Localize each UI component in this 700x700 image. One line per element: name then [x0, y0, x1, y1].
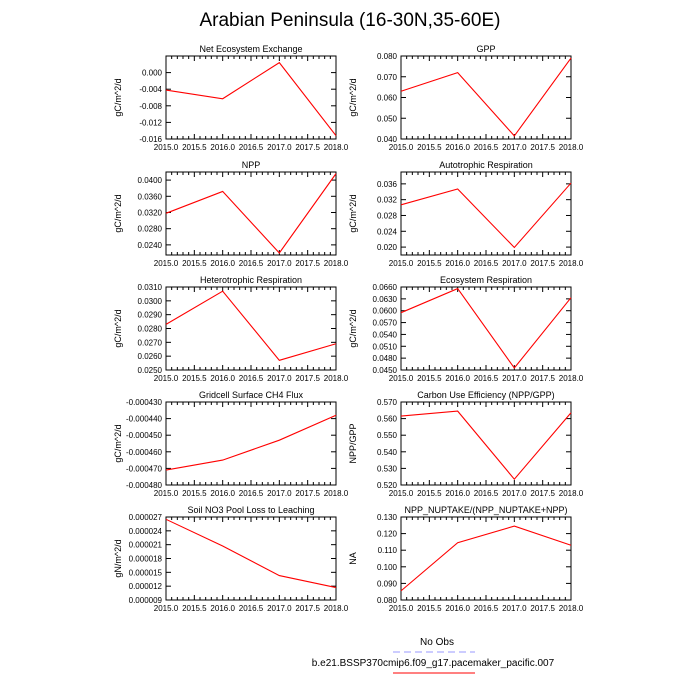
y-axis-label: gC/m^2/d — [113, 78, 123, 117]
y-tick-label: -0.004 — [139, 85, 162, 95]
y-tick-label: 0.570 — [376, 398, 397, 407]
x-tick-label: 2015.5 — [182, 143, 207, 152]
plot-frame — [401, 172, 571, 255]
panel-title: GPP — [476, 44, 496, 54]
x-tick-label: 2016.5 — [473, 604, 499, 613]
y-axis-label: gC/m^2/d — [348, 309, 358, 348]
y-tick-label: 0.540 — [376, 447, 397, 457]
y-tick-label: 0.130 — [376, 513, 397, 522]
y-tick-label: 0.0280 — [137, 324, 162, 334]
series-line — [166, 63, 336, 136]
y-tick-label: 0.000024 — [128, 526, 162, 536]
y-axis-label: NPP/GPP — [348, 423, 358, 464]
y-tick-label: 0.000027 — [128, 513, 162, 522]
panel-title: NPP_NUPTAKE/(NPP_NUPTAKE+NPP) — [404, 505, 568, 515]
y-tick-label: 0.0480 — [372, 354, 397, 364]
y-axis-label: gC/m^2/d — [113, 194, 123, 233]
x-tick-label: 2016.5 — [473, 259, 499, 268]
y-tick-label: 0.080 — [376, 52, 397, 61]
chart-panel — [113, 160, 349, 268]
chart-panel — [348, 160, 584, 268]
x-tick-label: 2015.0 — [153, 604, 179, 613]
y-tick-label: 0.040 — [376, 135, 397, 144]
x-tick-label: 2015.0 — [388, 374, 414, 383]
y-tick-label: 0.028 — [376, 211, 397, 221]
x-tick-label: 2016.0 — [445, 143, 470, 152]
x-tick-label: 2018.0 — [323, 604, 349, 613]
x-tick-label: 2015.0 — [153, 143, 179, 152]
x-tick-label: 2018.0 — [558, 259, 584, 268]
y-tick-label: 0.032 — [376, 195, 397, 205]
y-tick-label: 0.000021 — [128, 540, 162, 550]
series-line — [401, 289, 571, 368]
x-tick-label: 2016.0 — [445, 259, 470, 268]
x-tick-label: 2017.0 — [502, 604, 527, 613]
x-tick-label: 2016.0 — [445, 604, 470, 613]
chart-panel — [113, 275, 349, 383]
y-tick-label: -0.008 — [139, 101, 162, 111]
x-tick-label: 2017.0 — [502, 489, 527, 498]
chart-panel — [113, 390, 349, 498]
x-tick-label: 2016.0 — [210, 143, 235, 152]
y-tick-label: 0.110 — [377, 546, 397, 556]
x-tick-label: 2015.5 — [182, 374, 207, 383]
y-tick-label: 0.520 — [376, 481, 397, 490]
panel-title: Autotrophic Respiration — [439, 160, 533, 170]
x-tick-label: 2018.0 — [558, 374, 584, 383]
y-tick-label: 0.0290 — [137, 310, 162, 320]
plot-frame — [166, 56, 336, 139]
x-tick-label: 2018.0 — [558, 489, 584, 498]
x-tick-label: 2016.5 — [238, 374, 264, 383]
y-tick-label: -0.012 — [139, 118, 162, 128]
x-tick-label: 2016.0 — [210, 259, 235, 268]
x-tick-label: 2018.0 — [558, 143, 584, 152]
x-tick-label: 2017.5 — [530, 259, 555, 268]
y-tick-label: 0.0310 — [137, 283, 162, 292]
y-tick-label: 0.100 — [376, 562, 397, 572]
x-tick-label: 2017.5 — [530, 604, 555, 613]
x-tick-label: 2015.0 — [388, 259, 414, 268]
plot-frame — [166, 287, 336, 370]
x-tick-label: 2016.5 — [238, 259, 264, 268]
x-tick-label: 2015.0 — [388, 143, 414, 152]
legend-obs-label: No Obs — [420, 637, 454, 648]
y-tick-label: 0.550 — [376, 431, 397, 441]
x-tick-label: 2017.0 — [502, 374, 527, 383]
y-tick-label: 0.020 — [376, 243, 397, 253]
y-tick-label: -0.000470 — [125, 464, 162, 474]
y-tick-label: -0.000460 — [125, 447, 162, 457]
y-tick-label: 0.560 — [376, 414, 397, 424]
x-tick-label: 2015.5 — [182, 259, 207, 268]
x-tick-label: 2018.0 — [558, 604, 584, 613]
panel-title: Net Ecosystem Exchange — [199, 44, 303, 54]
x-tick-label: 2018.0 — [323, 259, 349, 268]
panel-title: Heterotrophic Respiration — [199, 275, 303, 285]
x-tick-label: 2016.5 — [473, 374, 499, 383]
page-title: Arabian Peninsula (16-30N,35-60E) — [199, 10, 501, 31]
y-tick-label: 0.090 — [376, 579, 397, 589]
panel-title: Carbon Use Efficiency (NPP/GPP) — [417, 390, 555, 400]
x-tick-label: 2017.5 — [295, 489, 320, 498]
panel-title: NPP — [241, 160, 261, 170]
chart-panel — [348, 275, 584, 383]
x-tick-label: 2016.5 — [473, 489, 499, 498]
series-line — [401, 58, 571, 136]
x-tick-label: 2015.0 — [153, 374, 179, 383]
y-tick-label: 0.0280 — [137, 224, 162, 234]
y-tick-label: 0.0250 — [137, 366, 162, 375]
y-tick-label: 0.000009 — [128, 596, 162, 605]
y-tick-label: 0.120 — [376, 529, 397, 539]
x-tick-label: 2015.0 — [153, 489, 179, 498]
y-tick-label: -0.000450 — [125, 431, 162, 441]
panel-title: Gridcell Surface CH4 Flux — [198, 390, 304, 400]
x-tick-label: 2017.5 — [530, 489, 555, 498]
panel-title: Ecosystem Respiration — [439, 275, 533, 285]
x-tick-label: 2016.0 — [210, 374, 235, 383]
x-tick-label: 2016.0 — [445, 374, 470, 383]
y-tick-label: 0.0260 — [137, 352, 162, 362]
y-tick-label: 0.050 — [376, 114, 397, 124]
y-tick-label: 0.060 — [376, 93, 397, 103]
x-tick-label: 2018.0 — [323, 374, 349, 383]
y-tick-label: -0.016 — [139, 135, 162, 144]
plot-frame — [166, 402, 336, 485]
x-tick-label: 2017.5 — [295, 604, 320, 613]
x-tick-label: 2017.0 — [502, 143, 527, 152]
y-tick-label: 0.080 — [376, 596, 397, 605]
y-axis-label: gC/m^2/d — [113, 309, 123, 348]
x-tick-label: 2015.5 — [417, 604, 442, 613]
x-tick-label: 2016.0 — [210, 604, 235, 613]
x-tick-label: 2017.5 — [295, 259, 320, 268]
y-tick-label: 0.0660 — [372, 283, 397, 292]
y-tick-label: 0.036 — [376, 179, 397, 189]
x-tick-label: 2015.5 — [417, 143, 442, 152]
x-tick-label: 2015.5 — [182, 604, 207, 613]
y-axis-label: gC/m^2/d — [348, 78, 358, 117]
x-tick-label: 2017.5 — [530, 374, 555, 383]
y-tick-label: 0.0630 — [372, 294, 397, 304]
x-tick-label: 2015.5 — [417, 489, 442, 498]
y-tick-label: 0.0270 — [137, 338, 162, 348]
chart-panel — [348, 44, 584, 152]
x-tick-label: 2017.5 — [295, 374, 320, 383]
panel-title: Soil NO3 Pool Loss to Leaching — [187, 505, 315, 515]
x-tick-label: 2018.0 — [323, 143, 349, 152]
x-tick-label: 2017.0 — [267, 143, 292, 152]
y-tick-label: 0.0320 — [137, 208, 162, 218]
y-axis-label: gN/m^2/d — [113, 539, 123, 578]
plot-frame — [166, 172, 336, 255]
x-tick-label: 2015.5 — [417, 374, 442, 383]
y-tick-label: 0.024 — [376, 227, 397, 237]
x-tick-label: 2015.0 — [388, 489, 414, 498]
x-tick-label: 2016.5 — [238, 489, 264, 498]
y-tick-label: 0.0450 — [372, 366, 397, 375]
plot-frame — [401, 56, 571, 139]
chart-panel — [113, 505, 349, 613]
y-tick-label: 0.000015 — [128, 568, 162, 578]
x-tick-label: 2017.0 — [267, 374, 292, 383]
y-tick-label: 0.0360 — [137, 192, 162, 202]
plot-frame — [401, 517, 571, 600]
x-tick-label: 2015.5 — [417, 259, 442, 268]
series-line — [166, 291, 336, 360]
y-axis-label: NA — [348, 552, 358, 565]
chart-panel — [348, 505, 584, 613]
y-tick-label: -0.000430 — [125, 398, 162, 407]
y-tick-label: 0.070 — [376, 72, 397, 82]
y-tick-label: 0.0600 — [372, 306, 397, 316]
y-tick-label: 0.0540 — [372, 330, 397, 340]
y-tick-label: -0.000480 — [125, 481, 162, 490]
chart-panel — [113, 44, 349, 152]
x-tick-label: 2015.0 — [153, 259, 179, 268]
y-tick-label: 0.0510 — [372, 342, 397, 352]
chart-panel — [348, 390, 584, 498]
x-tick-label: 2016.5 — [238, 143, 264, 152]
series-line — [401, 183, 571, 247]
x-tick-label: 2016.5 — [238, 604, 264, 613]
y-tick-label: 0.000018 — [128, 554, 162, 564]
y-axis-label: gC/m^2/d — [348, 194, 358, 233]
x-tick-label: 2016.0 — [210, 489, 235, 498]
x-tick-label: 2018.0 — [323, 489, 349, 498]
y-tick-label: 0.530 — [376, 464, 397, 474]
y-tick-label: 0.0300 — [137, 296, 162, 306]
x-tick-label: 2017.0 — [267, 259, 292, 268]
legend-model-label: b.e21.BSSP370cmip6.f09_g17.pacemaker_pacific.007 — [311, 658, 555, 669]
y-tick-label: 0.000012 — [128, 582, 162, 592]
x-tick-label: 2016.0 — [445, 489, 470, 498]
x-tick-label: 2015.5 — [182, 489, 207, 498]
x-tick-label: 2017.0 — [502, 259, 527, 268]
plot-frame — [166, 517, 336, 600]
y-tick-label: 0.000 — [141, 68, 162, 78]
series-line — [166, 519, 336, 587]
series-line — [166, 415, 336, 470]
x-tick-label: 2017.5 — [530, 143, 555, 152]
y-tick-label: 0.0240 — [137, 240, 162, 250]
x-tick-label: 2015.0 — [388, 604, 414, 613]
x-tick-label: 2016.5 — [473, 143, 499, 152]
x-tick-label: 2017.0 — [267, 604, 292, 613]
y-tick-label: 0.0400 — [137, 176, 162, 186]
y-axis-label: gC/m^2/d — [113, 424, 123, 463]
x-tick-label: 2017.0 — [267, 489, 292, 498]
series-line — [401, 411, 571, 479]
series-line — [401, 526, 571, 591]
series-line — [166, 174, 336, 253]
x-tick-label: 2017.5 — [295, 143, 320, 152]
y-tick-label: 0.0570 — [372, 318, 397, 328]
y-tick-label: -0.000440 — [125, 414, 162, 424]
